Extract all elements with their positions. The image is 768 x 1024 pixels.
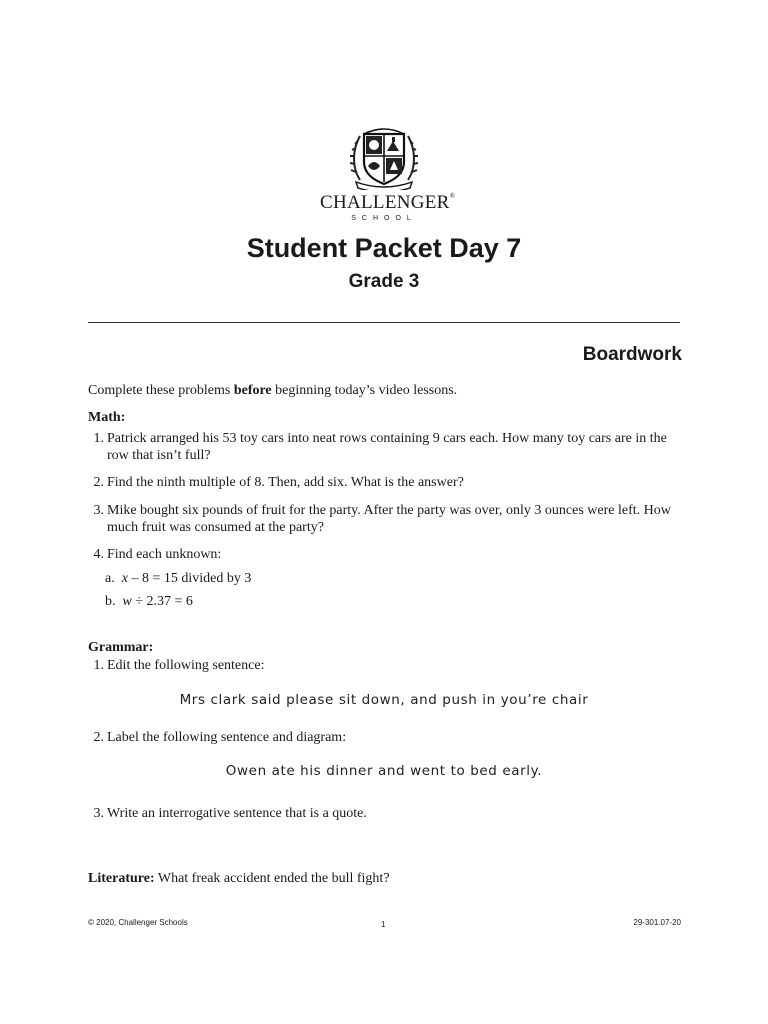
math-subitem-a: [105, 570, 251, 587]
math-item-2-text: Find the ninth multiple of 8. Then, add six. What is the answer?: [107, 475, 464, 490]
subitem-b-letter: b.: [105, 594, 116, 609]
grammar-item-3-number: 3.: [93, 806, 104, 821]
footer-page-number: 1: [381, 920, 386, 929]
instructions-start: Complete these problems: [88, 383, 234, 398]
footer-copyright: © 2020, Challenger Schools: [88, 918, 188, 927]
school-name: [320, 192, 456, 214]
grammar-item-1-text: Edit the following sentence:: [107, 658, 265, 673]
grammar-label: Grammar:: [88, 640, 154, 655]
math-item-1-text: Patrick arranged his 53 toy cars into neat rows containing 9 cars each. How many toy cars are in the row that isn’t full?: [107, 431, 667, 463]
math-item-3-number: 3.: [93, 503, 104, 518]
instructions-end: beginning today’s video lessons.: [271, 383, 458, 398]
grammar-sentence-2: Owen ate his dinner and went to bed early.: [225, 763, 543, 779]
school-subtitle: SCHOOL: [351, 215, 417, 222]
instructions: [88, 382, 457, 399]
math-item-1-number: 1.: [93, 431, 104, 446]
subitem-a-variable: x: [121, 571, 128, 586]
grade-label: Grade 3: [348, 271, 420, 292]
math-item-3-text: Mike bought six pounds of fruit for the party. After the party was over, only 3 ounces were left. How much fruit was consumed at the party?: [107, 503, 671, 535]
literature-text: What freak accident ended the bull fight?: [154, 871, 390, 886]
grammar-item-1-number: 1.: [93, 658, 104, 673]
registered-mark: ®: [449, 192, 456, 200]
subitem-b-equation: ÷ 2.37 = 6: [131, 594, 193, 609]
page-title: Student Packet Day 7: [246, 233, 522, 263]
math-item-4-text: Find each unknown:: [107, 547, 222, 562]
math-item-2-number: 2.: [93, 475, 104, 490]
school-logo: [320, 126, 456, 226]
footer-doc-code: 29-301.07-20: [633, 918, 681, 927]
grammar-item-2-number: 2.: [93, 730, 104, 745]
grammar-item-2-text: Label the following sentence and diagram:: [107, 730, 347, 745]
header-divider: [88, 322, 680, 323]
math-subitem-b: [105, 593, 193, 610]
instructions-bold: before: [233, 383, 272, 398]
subitem-b-variable: w: [122, 594, 132, 609]
math-label: Math:: [88, 410, 126, 425]
school-crest-icon: [350, 126, 418, 190]
math-item-4-number: 4.: [93, 547, 104, 562]
literature-label: Literature:: [88, 871, 155, 886]
literature-question: [88, 870, 390, 887]
grammar-sentence-1: Mrs clark said please sit down, and push in you’re chair: [179, 692, 589, 708]
section-heading: Boardwork: [582, 344, 682, 365]
school-name-text: CHALLENGER: [320, 192, 450, 213]
subitem-a-equation: – 8 = 15 divided by 3: [127, 571, 252, 586]
grammar-item-3-text: Write an interrogative sentence that is a quote.: [107, 806, 367, 821]
subitem-a-letter: a.: [105, 571, 115, 586]
